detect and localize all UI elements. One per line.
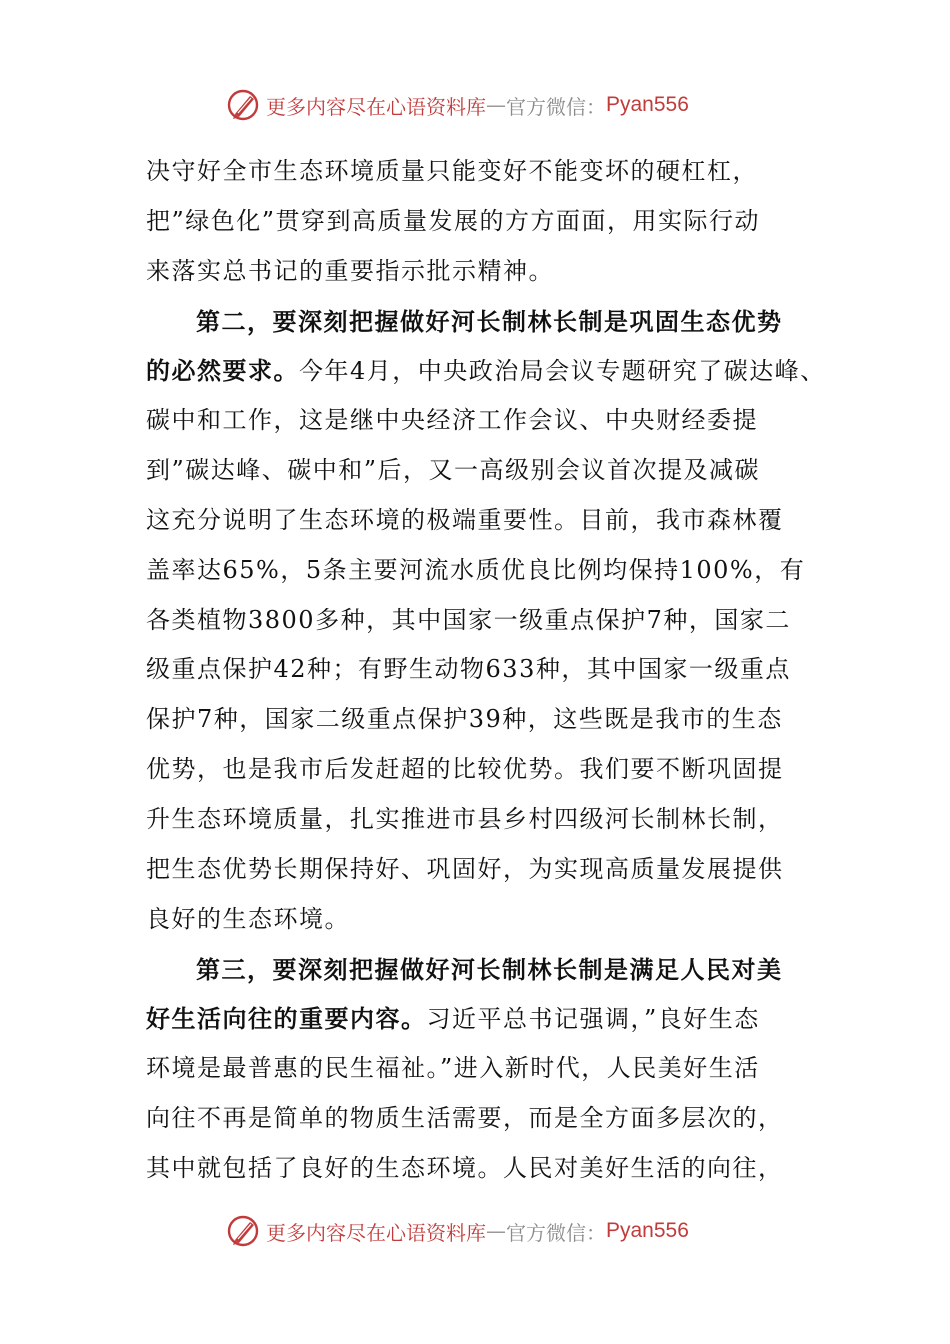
text-line: 其中就包括了良好的生态环境。人民对美好生活的向往， bbox=[146, 1153, 784, 1182]
watermark-separator: — bbox=[486, 1219, 506, 1243]
paragraph-3-heading-cont: 好生活向往的重要内容。 bbox=[146, 1004, 427, 1034]
watermark-header bbox=[226, 85, 689, 125]
text-line bbox=[146, 994, 816, 1044]
watermark-label: 官方微信： bbox=[506, 1220, 606, 1245]
text-line: 各类植物3800多种，其中国家一级重点保护7种，国家二 bbox=[146, 605, 791, 634]
paragraph-2-heading-cont: 的必然要求。 bbox=[146, 356, 299, 386]
text-line: 盖率达65%，5条主要河流水质优良比例均保持100%，有 bbox=[146, 555, 806, 584]
text-line: 良好的生态环境。 bbox=[146, 904, 350, 933]
paragraph-3-heading: 第三，要深刻把握做好河长制林长制是满足人民对美 bbox=[196, 954, 783, 984]
text-line: 来落实总书记的重要指示批示精神。 bbox=[146, 256, 554, 285]
text-line: 到”碳达峰、碳中和”后，又一高级别会议首次提及减碳 bbox=[146, 456, 761, 485]
watermark-label: 官方微信： bbox=[506, 94, 606, 119]
text-line: 决守好全市生态环境质量只能变好不能变坏的硬杠杠， bbox=[146, 157, 758, 185]
watermark-wechat-id: Pyan556 bbox=[606, 93, 689, 116]
text-line: 环境是最普惠的民生福祉。”进入新时代，人民美好生活 bbox=[146, 1054, 760, 1083]
paragraph-2-heading: 第二，要深刻把握做好河长制林长制是巩固生态优势 bbox=[196, 306, 783, 336]
paragraph-2-first-rest: 今年4月，中央政治局会议专题研究了碳达峰、 bbox=[299, 357, 826, 386]
text-line: 向往不再是简单的物质生活需要，而是全方面多层次的， bbox=[146, 1104, 784, 1133]
text-line: 把”绿色化”贯穿到高质量发展的方方面面，用实际行动 bbox=[146, 206, 761, 235]
watermark-main-text: 更多内容尽在心语资料库 bbox=[266, 94, 486, 119]
pen-logo-icon bbox=[226, 1213, 262, 1249]
watermark-footer bbox=[226, 1211, 689, 1251]
text-line: 把生态优势长期保持好、巩固好，为实现高质量发展提供 bbox=[146, 854, 784, 883]
text-line bbox=[146, 346, 826, 396]
watermark-main-text: 更多内容尽在心语资料库 bbox=[266, 1220, 486, 1245]
text-line: 保护7种，国家二级重点保护39种，这些既是我市的生态 bbox=[146, 705, 783, 734]
watermark-wechat-id: Pyan556 bbox=[606, 1219, 689, 1242]
pen-logo-icon bbox=[226, 87, 262, 123]
text-line: 碳中和工作，这是继中央经济工作会议、中央财经委提 bbox=[146, 406, 758, 435]
text-line: 级重点保护42种；有野生动物633种，其中国家一级重点 bbox=[146, 655, 791, 684]
text-line: 优势，也是我市后发赶超的比较优势。我们要不断巩固提 bbox=[146, 755, 784, 784]
paragraph-3-first-rest: 习近平总书记强调，”良好生态 bbox=[426, 1005, 760, 1034]
text-line: 这充分说明了生态环境的极端重要性。目前，我市森林覆 bbox=[146, 505, 784, 534]
watermark-separator: — bbox=[486, 93, 506, 117]
text-line: 升生态环境质量，扎实推进市县乡村四级河长制林长制， bbox=[146, 804, 784, 833]
document-body bbox=[146, 147, 826, 1194]
